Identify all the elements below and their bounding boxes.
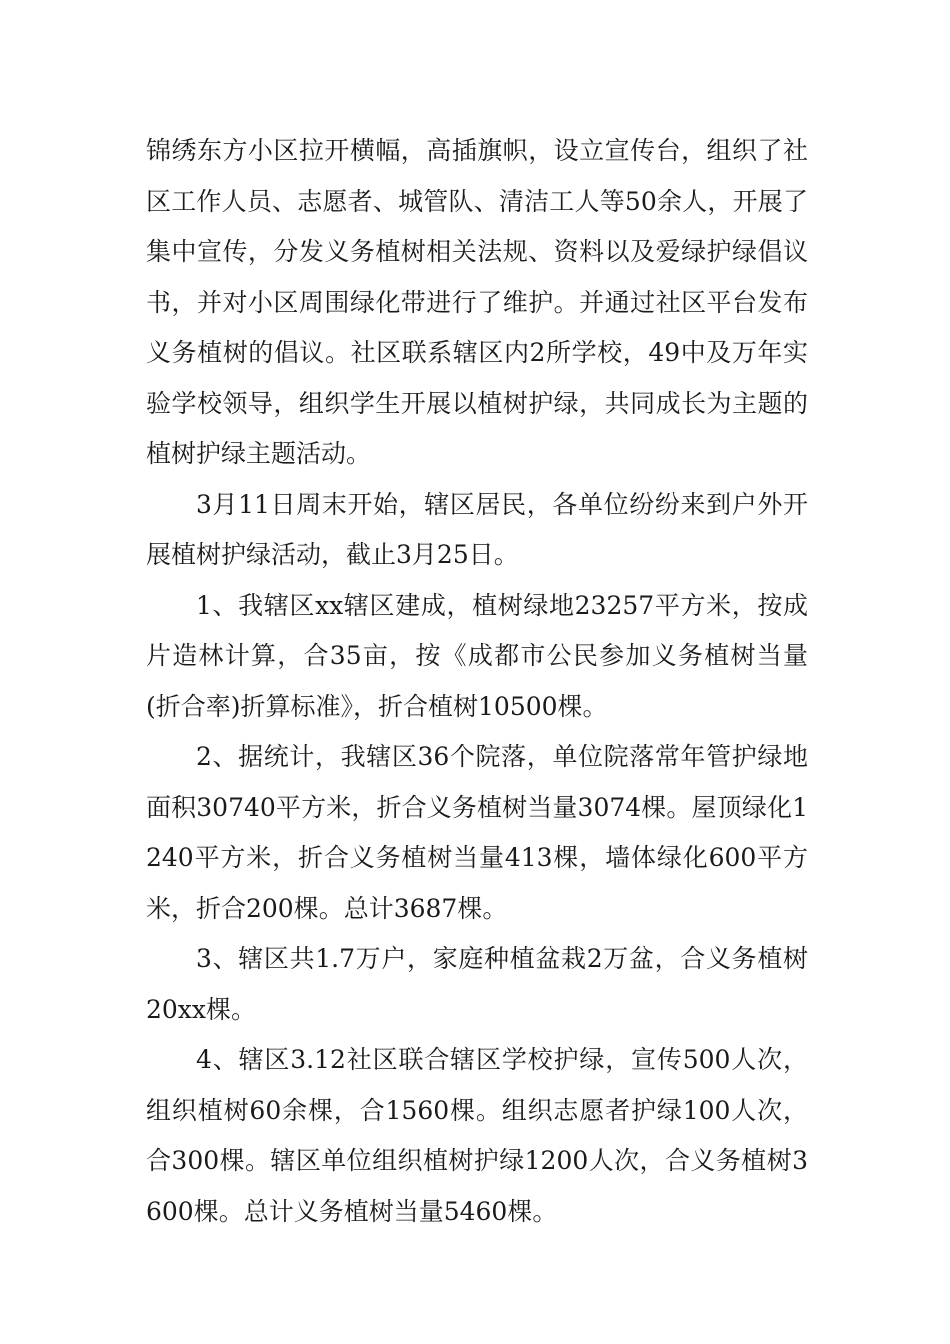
paragraph-item-2: 2、据统计，我辖区36个院落，单位院落常年管护绿地面积30740平方米，折合义务植树当量3074棵。屋顶绿化1240平方米，折合义务植树当量413棵，墙体绿化600平方米，折合200棵。总计3687棵。: [146, 742, 808, 923]
paragraph-start-date: 3月11日周末开始，辖区居民，各单位纷纷来到户外开展植树护绿活动，截止3月25日。: [146, 489, 808, 569]
paragraph-item-3: 3、辖区共1.7万户，家庭种植盆栽2万盆，合义务植树20xx棵。: [146, 944, 808, 1024]
paragraph-continuation: 锦绣东方小区拉开横幅，高插旗帜，设立宣传台，组织了社区工作人员、志愿者、城管队、清洁工人等50余人，开展了集中宣传，分发义务植树相关法规、资料以及爱绿护绿倡议书，并对小区周围绿化带进行了维护。并通过社区平台发布义务植树的倡议。社区联系辖区内2所学校，49中及万年实验学校领导，组织学生开展以植树护绿，共同成长为主题的植树护绿主题活动。: [146, 136, 808, 468]
paragraph-item-4: 4、辖区3.12社区联合辖区学校护绿，宣传500人次，组织植树60余棵，合1560棵。组织志愿者护绿100人次，合300棵。辖区单位组织植树护绿1200人次，合义务植树3600棵。总计义务植树当量5460棵。: [146, 1045, 808, 1226]
paragraph-item-1: 1、我辖区xx辖区建成，植树绿地23257平方米，按成片造林计算，合35亩，按《成都市公民参加义务植树当量(折合率)折算标准》，折合植树10500棵。: [146, 590, 808, 721]
document-body: [146, 126, 808, 1237]
